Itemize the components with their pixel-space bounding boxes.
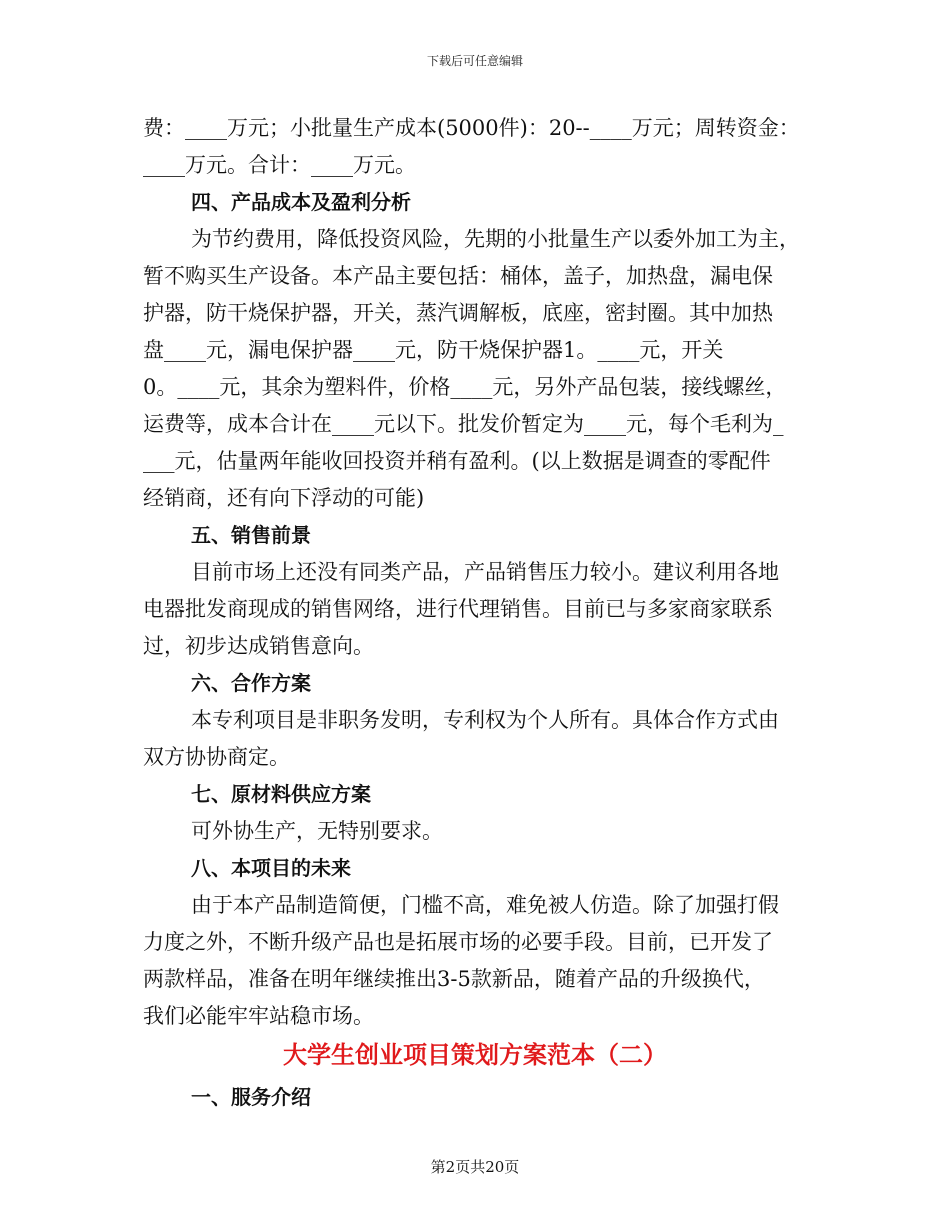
body-line: 两款样品，准备在明年继续推出3-5款新品，随着产品的升级换代， bbox=[143, 967, 765, 991]
section-heading: 五、销售前景 bbox=[191, 523, 311, 547]
section-heading: 八、本项目的未来 bbox=[191, 856, 351, 880]
body-line: 暂不购买生产设备。本产品主要包括：桶体，盖子，加热盘，漏电保 bbox=[143, 264, 773, 288]
body-line: 力度之外，不断升级产品也是拓展市场的必要手段。目前，已开发了 bbox=[143, 930, 773, 954]
section-heading: 七、原材料供应方案 bbox=[191, 782, 371, 806]
body-line: 目前市场上还没有同类产品，产品销售压力较小。建议利用各地 bbox=[191, 560, 779, 584]
body-line: 我们必能牢牢站稳市场。 bbox=[143, 1004, 374, 1028]
body-line: 双方协协商定。 bbox=[143, 745, 290, 769]
body-line: 由于本产品制造简便，门槛不高，难免被人仿造。除了加强打假 bbox=[191, 893, 779, 917]
body-line: 盘____元，漏电保护器____元，防干烧保护器1。____元，开关 bbox=[143, 338, 724, 362]
body-line: 过，初步达成销售意向。 bbox=[143, 634, 374, 658]
document-title: 大学生创业项目策划方案范本（二） bbox=[283, 1041, 667, 1069]
body-line: ____万元。合计：____万元。 bbox=[143, 153, 416, 177]
body-line: 费：____万元；小批量生产成本(5000件)：20--____万元；周转资金： bbox=[143, 116, 800, 140]
body-line: 0。____元，其余为塑料件，价格____元，另外产品包装，接线螺丝， bbox=[143, 375, 787, 399]
body-line: 护器，防干烧保护器，开关，蒸汽调解板，底座，密封圈。其中加热 bbox=[143, 301, 773, 325]
section-heading: 六、合作方案 bbox=[191, 671, 311, 695]
section-heading: 四、产品成本及盈利分析 bbox=[191, 190, 411, 214]
page-footer: 第2页共20页 bbox=[430, 1158, 520, 1176]
body-line: 可外协生产，无特别要求。 bbox=[191, 819, 443, 843]
section-heading: 一、服务介绍 bbox=[191, 1085, 311, 1109]
body-line: 运费等，成本合计在____元以下。批发价暂定为____元，每个毛利为_ bbox=[143, 412, 784, 436]
body-line: 电器批发商现成的销售网络，进行代理销售。目前已与多家商家联系 bbox=[143, 597, 773, 621]
body-line: 为节约费用，降低投资风险，先期的小批量生产以委外加工为主， bbox=[191, 227, 800, 251]
body-line: 经销商，还有向下浮动的可能) bbox=[143, 486, 425, 510]
body-line: 本专利项目是非职务发明，专利权为个人所有。具体合作方式由 bbox=[191, 708, 779, 732]
body-line: ___元，估量两年能收回投资并稍有盈利。(以上数据是调查的零配件 bbox=[143, 449, 771, 473]
page-header: 下载后可任意编辑 bbox=[426, 54, 523, 68]
